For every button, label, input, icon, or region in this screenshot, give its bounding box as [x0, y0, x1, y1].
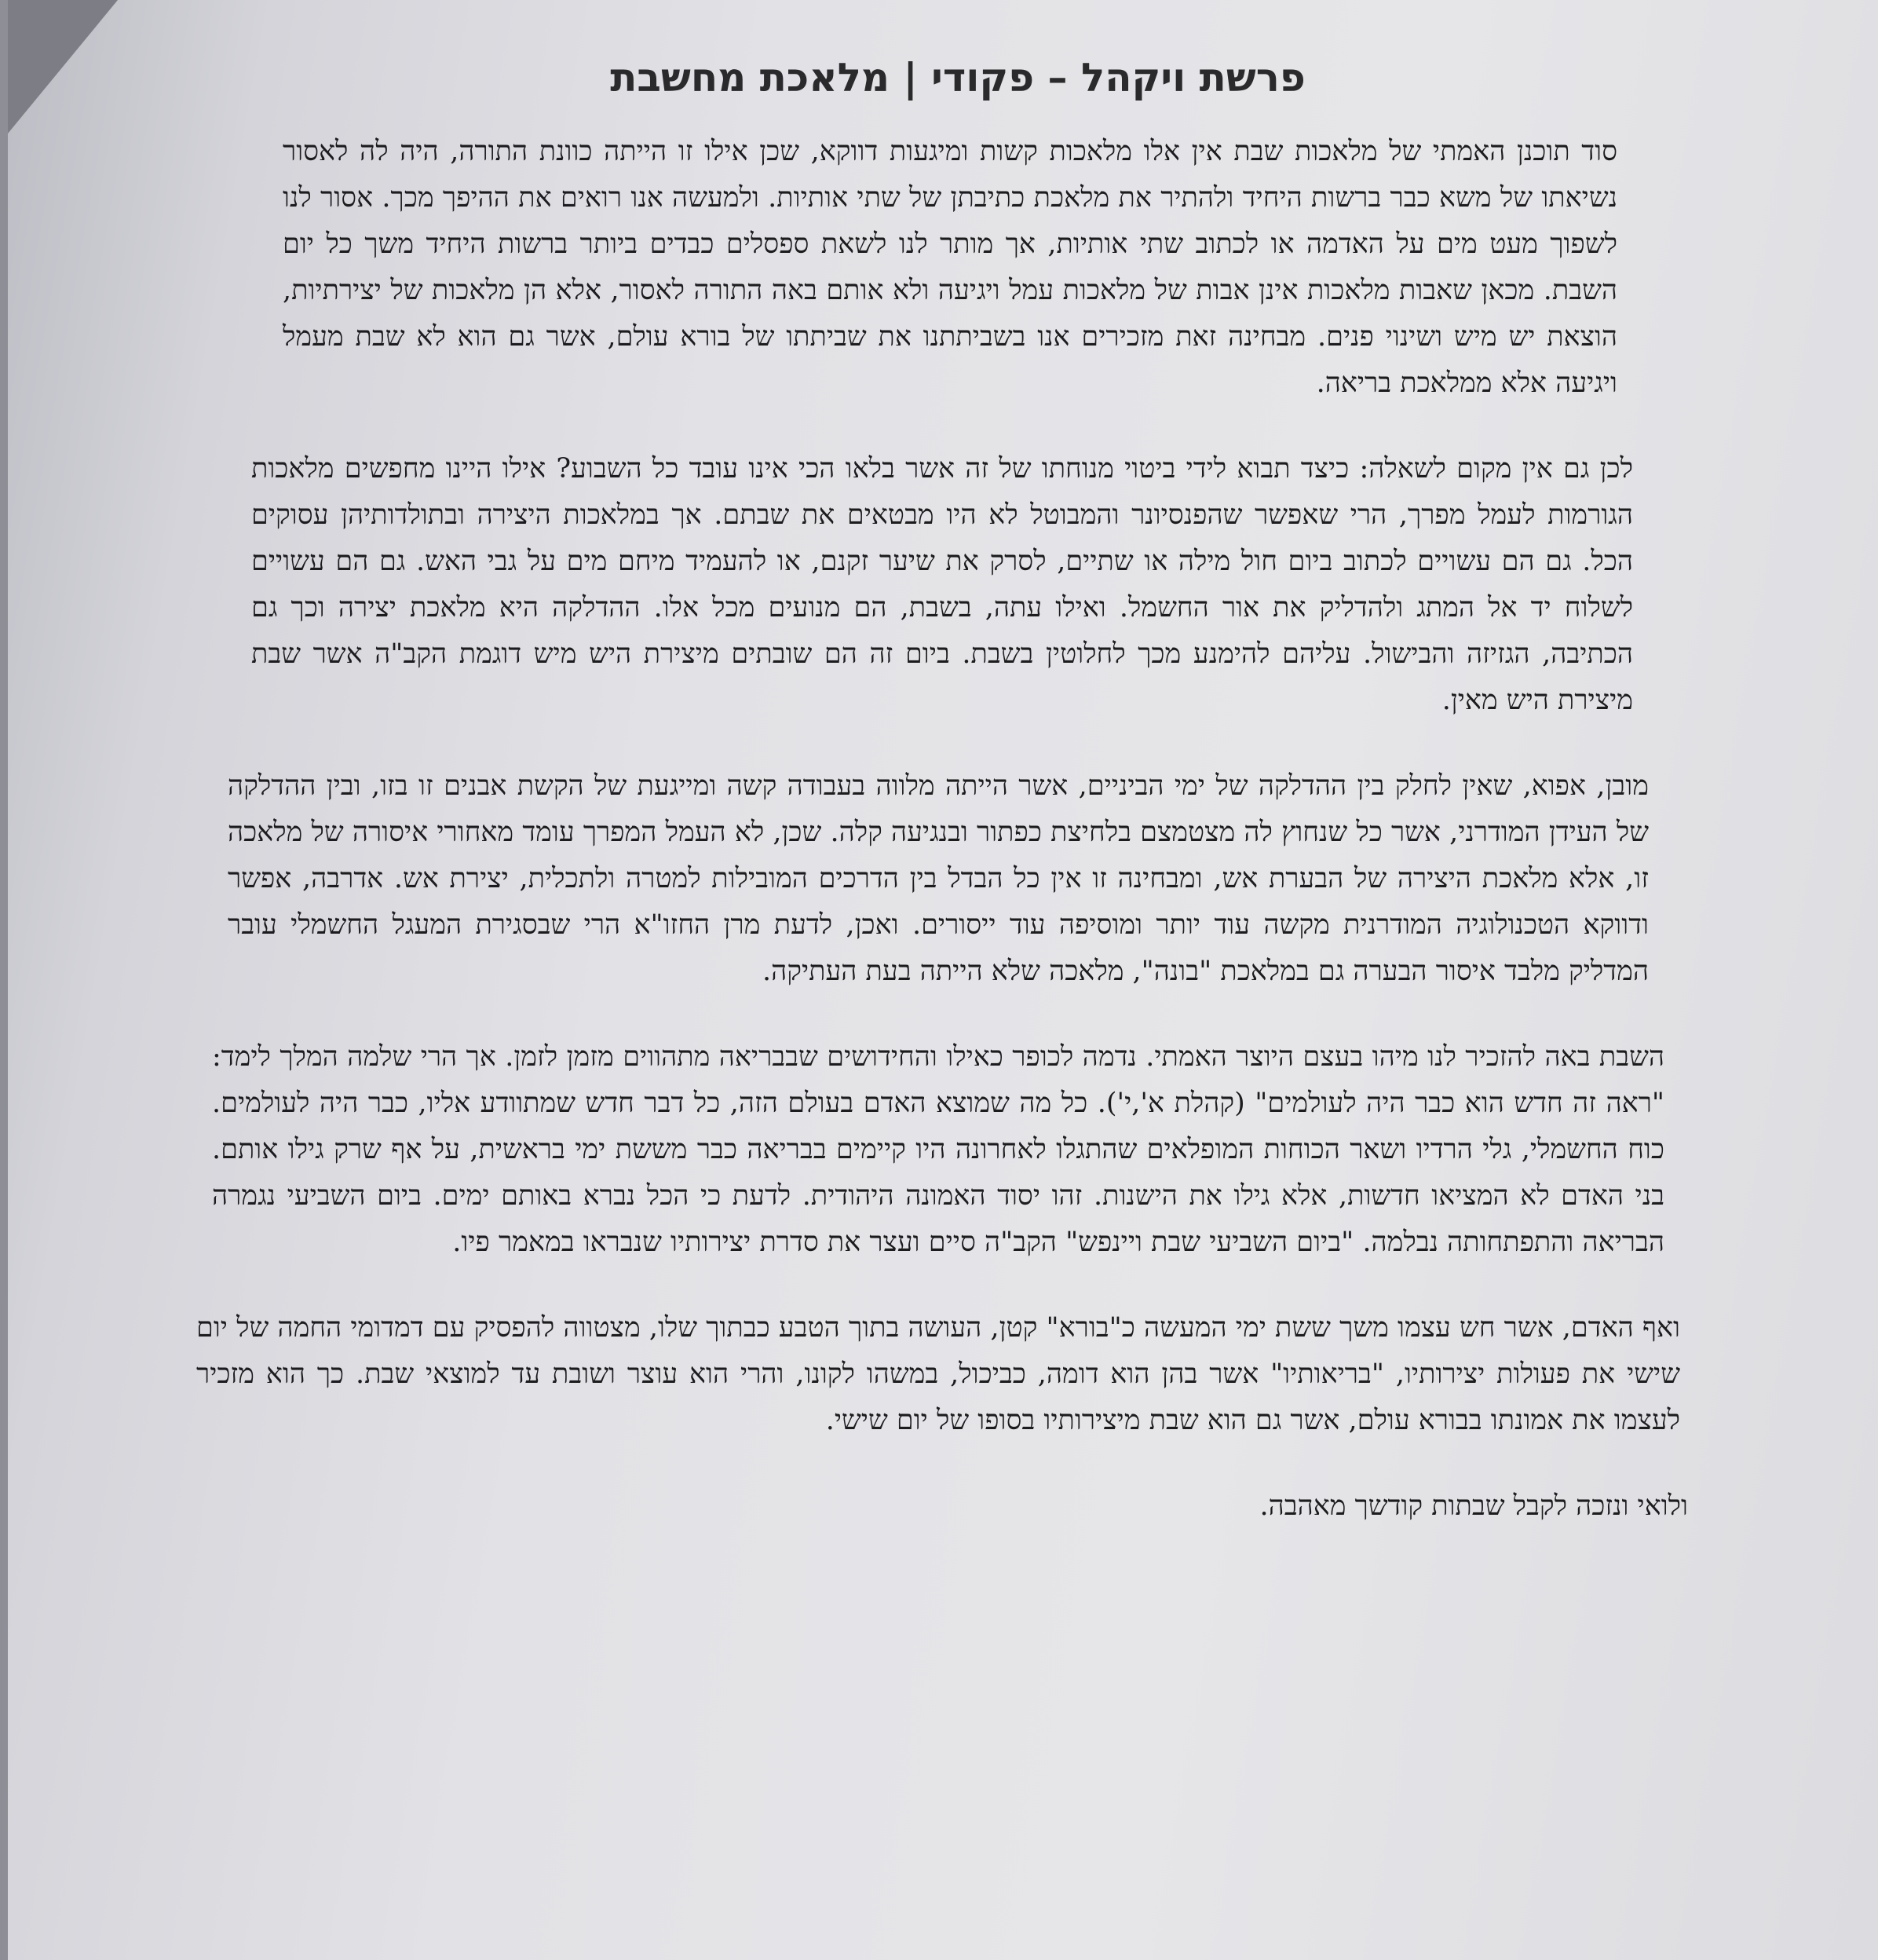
page-corner-shadow — [8, 0, 118, 133]
paper-sheet — [8, 0, 1878, 1960]
document-title: פרשת ויקהל – פקודי | מלאכת מחשבת — [610, 55, 1306, 101]
closing-line: ולואי ונזכה לקבל שבתות קודשך מאהבה. — [1259, 1490, 1688, 1522]
paragraph-2: לכן גם אין מקום לשאלה: כיצד תבוא לידי ביטוי מנוחתו של זה אשר בלאו הכי אינו עובד כל השבוע? אילו היינו מחפשים מלאכות הגורמות לעמל מפרך, הרי שאפשר שהפנסיונר והמבוטל לא היו מבטאים את שבתם. אך במלאכות היצירה ובתולדותיהן עסוקים הכל. גם הם עשויים לכתוב ביום חול מילה או שתיים, לסרק את שיער זקנם, או להעמיד מיחם מים על גבי האש. גם הם עשויים לשלוח יד אל המתג ולהדליק את אור החשמל. ואילו עתה, בשבת, הם מנועים מכל אלו. ההדלקה היא מלאכת יצירה וכך גם הכתיבה, הגזיזה והבישול. עליהם להימנע מכך לחלוטין בשבת. ביום זה הם שובתים מיצירת היש מיש דוגמת הקב"ה אשר שבת מיצירת היש מאין. — [251, 453, 1634, 716]
document-body — [196, 55, 1719, 1530]
paragraph-5: ואף האדם, אשר חש עצמו משך ששת ימי המעשה כ"בורא" קטן, העושה בתוך הטבע כבתוך שלו, מצטווה להפסיק עם דמדומי החמה של יום שישי את פעולות יצירותיו, "בריאותיו" אשר בהן הוא דומה, כביכול, במשהו לקונו, והרי הוא עוצר ושובת עד למוצאי שבת. כך הוא מזכיר לעצמו את אמונתו בבורא עולם, אשר גם הוא שבת מיצירותיו בסופו של יום שישי. — [196, 1312, 1680, 1436]
paragraph-3: מובן, אפוא, שאין לחלק בין ההדלקה של ימי הביניים, אשר הייתה מלווה בעבודה קשה ומייגעת של הקשת אבנים זו בזו, ובין ההדלקה של העידן המודרני, אשר כל שנחוץ לה מצטמצם בלחיצת כפתור ובנגיעה קלה. שכן, לא העמל המפרך עומד מאחורי איסורה של מלאכה זו, אלא מלאכת היצירה של הבערת אש, ומבחינה זו אין כל הבדל בין הדרכים המובילות למטרה ולתכלית, יצירת אש. אדרבה, אפשר ודווקא הטכנולוגיה המודרנית מקשה עוד יותר ומוסיפה עוד ייסורים. ואכן, לדעת מרן החזו"א הרי שבסגירת המעגל החשמלי עובר המדליק מלבד איסור הבערה גם במלאכת "בונה", מלאכה שלא הייתה בעת העתיקה. — [228, 770, 1649, 987]
paragraph-1: סוד תוכנן האמתי של מלאכות שבת אין אלו מלאכות קשות ומיגעות דווקא, שכן אילו זו הייתה כוונת התורה, היה לה לאסור נשיאתו של משא כבר ברשות היחיד ולהתיר את מלאכת כתיבתן של שתי אותיות. ולמעשה אנו רואים את ההיפך מכך. אסור לנו לשפוך מעט מים על האדמה או לכתוב שתי אותיות, אך מותר לנו לשאת ספסלים כבדים ביותר ברשות היחיד משך כל יום השבת. מכאן שאבות מלאכות אינן אבות של מלאכות עמל ויגיעה ולא אותם באה התורה לאסור, אלא הן מלאכות של יצירתיות, הוצאת יש מיש ושינוי פנים. מבחינה זאת מזכירים אנו בשביתתנו את שביתתו של בורא עולם, אשר גם הוא לא שבת מעמל ויגיעה אלא ממלאכת בריאה. — [283, 136, 1617, 399]
paragraph-4: השבת באה להזכיר לנו מיהו בעצם היוצר האמתי. נדמה לכופר כאילו והחידושים שבבריאה מתהווים מזמן לזמן. אך הרי שלמה המלך לימד: "ראה זה חדש הוא כבר היה לעולמים" (קהלת א',י'). כל מה שמוצא האדם בעולם הזה, כל דבר חדש שמתוודע אליו, כבר היה לעולמים. כוח החשמלי, גלי הרדיו ושאר הכוחות המופלאים שהתגלו לאחרונה היו קיימים בבריאה כבר מששת ימי בראשית, על אף שרק גילו אותם. בני האדם לא המציאו חדשות, אלא גילו את הישנות. זהו יסוד האמונה היהודית. לדעת כי הכל נברא באותם ימים. ביום השביעי נגמרה הבריאה והתפתחותה נבלמה. "ביום השביעי שבת ויינפש" הקב"ה סיים ועצר את סדרת יצירותיו שנבראו במאמר פיו. — [212, 1041, 1664, 1258]
